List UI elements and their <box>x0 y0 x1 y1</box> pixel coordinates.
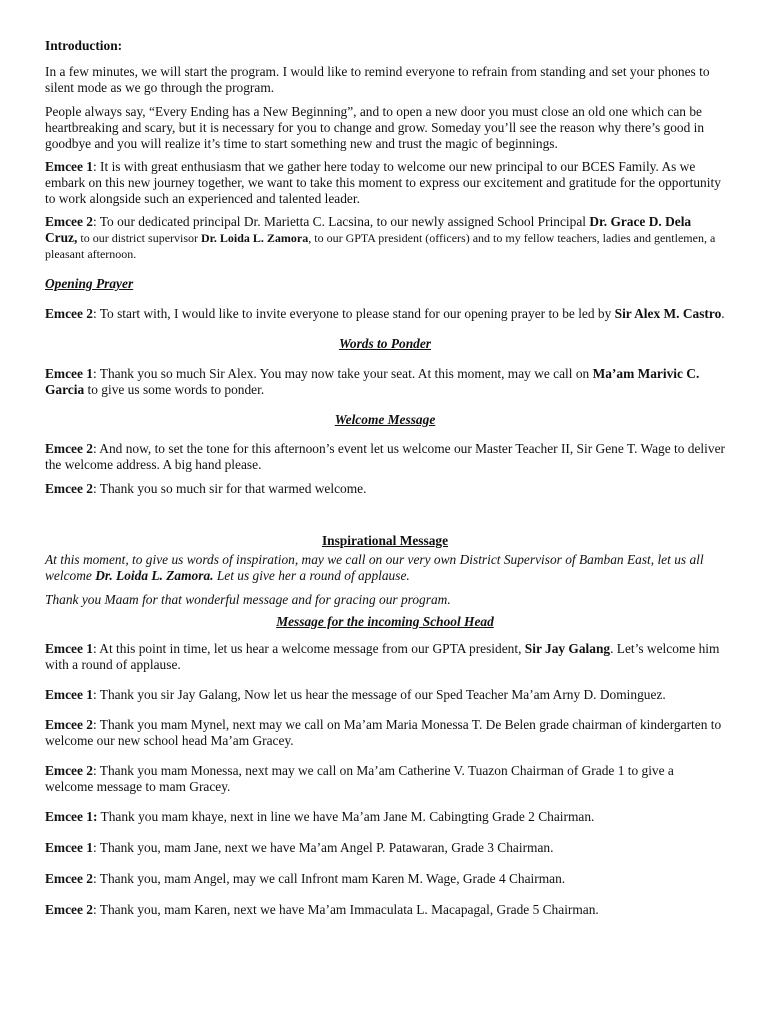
emcee2-welcome-address-paragraph <box>45 441 725 473</box>
speaker-label: Emcee 2 <box>45 871 93 886</box>
line-text: to our district supervisor <box>77 231 202 245</box>
speaker-label: Emcee 2 <box>45 441 93 456</box>
name-principal: Dr. Grace D. Dela Cruz, <box>45 214 692 245</box>
emcee1-ponder-paragraph <box>45 366 725 398</box>
emcee1-welcome-paragraph <box>45 159 725 207</box>
intro-paragraph-2: People always say, “Every Ending has a New Beginning”, and to open a new door you must close an old one which can be heartbreaking and scary, but it is necessary for you to change and grow. Someday you’ll see the reason why there’s good in goodbye and you will realize it’s time to start something new and trust the magic of beginnings. <box>45 104 705 151</box>
line-text: : Thank you so much Sir Alex. You may now take your seat. At this moment, may we call on <box>92 366 593 381</box>
inspirational-intro-paragraph <box>45 552 725 584</box>
line-text: , to our GPTA president (officers) and to my fellow teachers, ladies and gentlemen, a pleasant afternoon. <box>45 231 716 261</box>
speaker-label: Emcee 1 <box>45 641 93 656</box>
speaker-label: Emcee 1 <box>45 366 93 381</box>
incoming-school-head-heading: Message for the incoming School Head <box>276 614 494 629</box>
welcome-message-heading: Welcome Message <box>334 412 436 427</box>
emcee2-prayer-paragraph <box>45 306 725 322</box>
line-text: At this moment, to give us words of inspiration, may we call on our very own District Supervisor of Bamban East, let us all welcome <box>45 552 704 583</box>
document-page <box>45 38 725 918</box>
name-speaker: Ma’am Marivic C. Garcia <box>45 366 700 397</box>
line-text: : Thank you, mam Karen, next we have Ma’am Immaculata L. Macapagal, Grade 5 Chairman. <box>92 902 599 917</box>
inspirational-message-heading: Inspirational Message <box>321 533 449 548</box>
intro-paragraph-1: In a few minutes, we will start the program. I would like to remind everyone to refrain from standing and set your phones to silent mode as we go through the program. <box>45 64 710 95</box>
speaker-label: Emcee 2 <box>45 902 93 917</box>
line-text: : Thank you so much sir for that warmed welcome. <box>92 481 367 496</box>
line-text: : Thank you mam Mynel, next may we call on Ma’am Maria Monessa T. De Belen grade chairman of kindergarten to welcome our new school head Ma’am Gracey. <box>45 717 722 748</box>
line-text: : To start with, I would like to invite everyone to please stand for our opening prayer to be led by <box>92 306 615 321</box>
speaker-label: Emcee 2 <box>45 717 93 732</box>
speaker-label: Emcee 1 <box>45 840 93 855</box>
speaker-label: Emcee 2 <box>45 481 93 496</box>
emcee1-grade3-paragraph <box>45 840 725 856</box>
line-text: : Thank you sir Jay Galang, Now let us hear the message of our Sped Teacher Ma’am Arny D. Dominguez. <box>92 687 666 702</box>
line-text: : To our dedicated principal Dr. Marietta C. Lacsina, to our newly assigned School Principal <box>92 214 590 229</box>
emcee2-kindergarten-paragraph <box>45 717 725 749</box>
line-text: Let us give her a round of applause. <box>213 568 410 583</box>
inspirational-thanks-paragraph: Thank you Maam for that wonderful message and for gracing our program. <box>45 592 451 607</box>
name-gpta-president: Sir Jay Galang <box>524 641 611 656</box>
line-text: : And now, to set the tone for this afternoon’s event let us welcome our Master Teacher II, Sir Gene T. Wage to deliver the welcome address. A big hand please. <box>45 441 725 472</box>
emcee2-greetings-paragraph <box>45 214 725 262</box>
line-text: . Let’s welcome him with a round of applause. <box>45 641 720 672</box>
line-text: : Thank you, mam Angel, may we call Infront mam Karen M. Wage, Grade 4 Chairman. <box>92 871 566 886</box>
name-prayer-leader: Sir Alex M. Castro <box>614 306 722 321</box>
emcee2-thanks-paragraph <box>45 481 725 497</box>
introduction-heading: Introduction: <box>45 38 123 53</box>
speaker-label: Emcee 1: <box>45 809 98 824</box>
name-supervisor: Dr. Loida L. Zamora <box>201 231 309 245</box>
opening-prayer-heading: Opening Prayer <box>45 276 134 291</box>
speaker-label: Emcee 1 <box>45 159 93 174</box>
speaker-label: Emcee 2 <box>45 306 93 321</box>
line-text: : At this point in time, let us hear a welcome message from our GPTA president, <box>92 641 525 656</box>
speaker-label: Emcee 1 <box>45 687 93 702</box>
words-to-ponder-heading: Words to Ponder <box>338 336 431 351</box>
name-district-supervisor: Dr. Loida L. Zamora. <box>95 568 214 583</box>
line-text: : It is with great enthusiasm that we gather here today to welcome our new principal to our BCES Family. As we embark on this new journey together, we want to take this moment to express our excitement and gratitude for the opportunity to work alongside such an experienced and talented leader. <box>45 159 721 206</box>
emcee2-grade1-paragraph <box>45 763 725 795</box>
speaker-label: Emcee 2 <box>45 763 93 778</box>
line-text: : Thank you mam Monessa, next may we call on Ma’am Catherine V. Tuazon Chairman of Grade 1 to give a welcome message to mam Gracey. <box>45 763 674 794</box>
emcee1-gpta-paragraph <box>45 641 725 673</box>
line-text: : Thank you, mam Jane, next we have Ma’am Angel P. Patawaran, Grade 3 Chairman. <box>92 840 554 855</box>
line-text: Thank you mam khaye, next in line we have Ma’am Jane M. Cabingting Grade 2 Chairman. <box>97 809 595 824</box>
emcee1-grade2-paragraph <box>45 809 725 825</box>
emcee2-grade5-paragraph <box>45 902 725 918</box>
line-text: . <box>721 306 725 321</box>
speaker-label: Emcee 2 <box>45 214 93 229</box>
emcee2-grade4-paragraph <box>45 871 725 887</box>
emcee1-sped-paragraph <box>45 687 725 703</box>
line-text: to give us some words to ponder. <box>84 382 265 397</box>
